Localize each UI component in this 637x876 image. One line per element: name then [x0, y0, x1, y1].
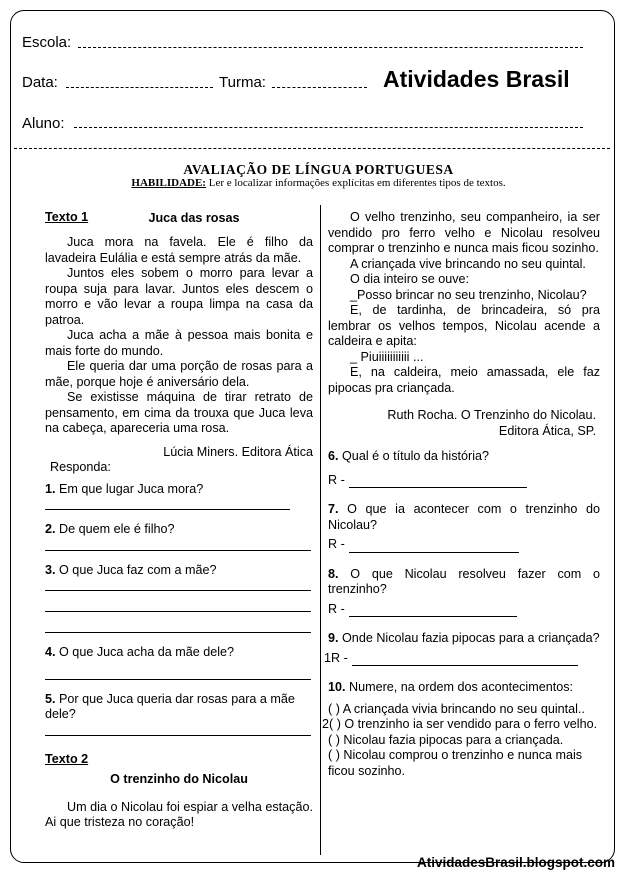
header-separator	[14, 148, 610, 149]
texto2-label: Texto 2	[45, 751, 89, 766]
texto2-credit: Ruth Rocha. O Trenzinho do Nicolau.	[387, 408, 596, 422]
question-2: 2. De quem ele é filho?	[45, 522, 175, 536]
question-9: 9. Onde Nicolau fazia pipocas para a criançada?	[328, 631, 600, 645]
texto1-paragraph: Juca mora na favela. Ele é filho da lavadeira Eulália e está sempre atrás da mãe.	[45, 235, 313, 265]
texto2-paragraph: O velho trenzinho, seu companheiro, ia ser vendido pro ferro velho e Nicolau resolveu comprar o trenzinho e nunca mais ficou sozinho.	[328, 210, 600, 255]
aluno-label: Aluno:	[22, 115, 65, 132]
responda-label: Responda:	[50, 460, 111, 474]
texto1-paragraph: Ele queria dar uma porção de rosas para a mãe, porque hoje é aniversário dela.	[45, 359, 313, 389]
texto1-paragraph: Juntos eles sobem o morro para levar a roupa suja para lavar. Juntos eles descem o morro e vão levar a roupa limpa na casa da patroa.	[45, 266, 313, 327]
escola-field[interactable]	[78, 47, 583, 48]
texto2-credit: Editora Ática, SP.	[498, 423, 596, 438]
answer-line[interactable]	[45, 667, 311, 680]
turma-field[interactable]	[272, 87, 367, 88]
answer-line[interactable]	[352, 653, 578, 666]
texto2-title: O trenzinho do Nicolau	[110, 772, 248, 786]
texto2-paragraph: E, de tardinha, de brincadeira, só pra lembrar os velhos tempos, Nicolau acende a caldeira e apita:	[328, 303, 600, 348]
answer-line[interactable]	[45, 620, 311, 633]
right-column	[322, 210, 600, 779]
footer-site: AtividadesBrasil.blogspot.com	[416, 855, 615, 870]
aluno-field[interactable]	[74, 127, 583, 128]
answer-line[interactable]	[349, 540, 519, 553]
order-item[interactable]: ( ) A criançada vivia brincando no seu quintal..	[328, 701, 585, 716]
texto2-paragraph: _ Piuiiiiiiiiiii ...	[350, 349, 424, 364]
answer-row: R -	[328, 537, 600, 553]
order-item[interactable]: 2( ) O trenzinho ia ser vendido para o ferro velho.	[322, 717, 598, 731]
escola-label: Escola:	[22, 34, 72, 51]
texto2-paragraph: Um dia o Nicolau foi espiar a velha estação. Ai que tristeza no coração!	[45, 799, 313, 829]
brand-title: Atividades Brasil	[383, 66, 570, 92]
question-1: 1. Em que lugar Juca mora?	[45, 481, 204, 496]
texto1-credit: Lúcia Miners. Editora Ática	[163, 444, 313, 459]
data-field[interactable]	[66, 87, 213, 88]
answer-line[interactable]	[45, 599, 311, 612]
order-item[interactable]: ( ) Nicolau comprou o trenzinho e nunca mais ficou sozinho.	[328, 748, 583, 778]
texto1-paragraph: Juca acha a mãe à pessoa mais bonita e mais forte do mundo.	[45, 328, 313, 358]
texto2-paragraph: E, na caldeira, meio amassada, ele faz pipocas pra criançada.	[328, 365, 600, 395]
question-10: 10. Numere, na ordem dos acontecimentos:	[328, 680, 574, 694]
answer-line[interactable]	[45, 723, 311, 736]
answer-row: 1R -	[324, 651, 600, 667]
turma-label: Turma:	[219, 74, 266, 91]
question-4: 4. O que Juca acha da mãe dele?	[45, 645, 235, 659]
answer-line[interactable]	[45, 538, 311, 551]
question-3: 3. O que Juca faz com a mãe?	[45, 562, 217, 577]
texto1-title: Juca das rosas	[148, 210, 240, 225]
question-7: 7. O que ia acontecer com o trenzinho do Nicolau?	[328, 502, 600, 532]
page-title: AVALIAÇÃO DE LÍNGUA PORTUGUESA	[183, 162, 454, 177]
column-divider	[320, 205, 321, 855]
answer-line[interactable]	[45, 497, 290, 510]
answer-line[interactable]	[349, 604, 517, 617]
answer-line[interactable]	[349, 475, 527, 488]
texto1-label: Texto 1	[45, 210, 89, 224]
data-label: Data:	[22, 74, 58, 91]
answer-row: R -	[328, 602, 600, 618]
habilidade-text: Ler e localizar informações explícitas em diferentes tipos de textos.	[205, 177, 506, 189]
answer-row: R -	[328, 473, 600, 489]
habilidade-label: HABILIDADE:	[131, 177, 206, 189]
texto2-paragraph: A criançada vive brincando no seu quintal.	[350, 256, 586, 271]
answer-line[interactable]	[45, 578, 311, 591]
left-column	[45, 210, 313, 831]
order-item[interactable]: ( ) Nicolau fazia pipocas para a criançada.	[328, 732, 564, 747]
texto1-paragraph: Se existisse máquina de tirar retrato de pensamento, em cima da trouxa que Juca leva na cabeça, apareceria uma rosa.	[45, 390, 313, 435]
texto2-paragraph: O dia inteiro se ouve:	[350, 272, 470, 286]
texto2-paragraph: _Posso brincar no seu trenzinho, Nicolau?	[350, 287, 587, 302]
question-6: 6. Qual é o título da história?	[328, 449, 490, 463]
question-8: 8. O que Nicolau resolveu fazer com o trenzinho?	[328, 566, 600, 596]
question-5: 5. Por que Juca queria dar rosas para a mãe dele?	[45, 691, 295, 721]
habilidade	[0, 177, 637, 189]
